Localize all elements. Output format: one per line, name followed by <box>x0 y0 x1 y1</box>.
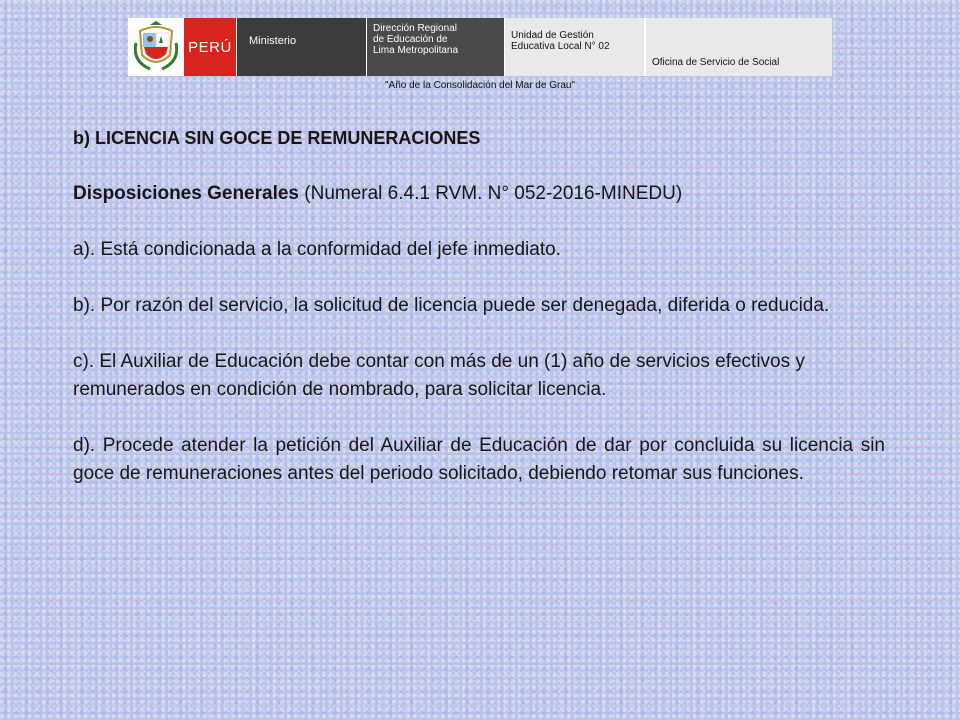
item-c: c). El Auxiliar de Educación debe contar con más de un (1) año de servicios efectivos y remunerados en condición de nombrado, para solicitar licencia. <box>73 351 805 400</box>
item-b: b). Por razón del servicio, la solicitud de licencia puede ser denegada, diferida o reducida. <box>73 295 830 316</box>
dre-line-2: de Educación de <box>373 34 448 45</box>
coat-of-arms-icon <box>128 18 184 76</box>
dre-label <box>366 18 504 76</box>
disposiciones-reference: (Numeral 6.4.1 RVM. N° 052-2016-MINEDU) <box>299 183 683 204</box>
document-body <box>73 124 885 516</box>
disposiciones-line <box>73 180 885 208</box>
oficina-label: Oficina de Servicio de Social <box>644 18 832 76</box>
dre-line-3: Lima Metropolitana <box>373 45 459 56</box>
ugel-line-1: Unidad de Gestión <box>511 30 594 41</box>
disposiciones-heading: Disposiciones Generales <box>73 183 299 204</box>
year-motto: "Año de la Consolidación del Mar de Grau" <box>385 80 575 91</box>
item-d: d). Procede atender la petición del Auxiliar de Educación de dar por concluida su licencia sin goce de remuneraciones antes del periodo solicitado, debiendo retomar sus funciones. <box>73 435 885 484</box>
item-a: a). Está condicionada a la conformidad del jefe inmediato. <box>73 239 561 260</box>
ministerio-label: Ministerio <box>236 18 366 76</box>
ugel-label <box>504 18 644 76</box>
dre-line-1: Dirección Regional <box>373 23 457 34</box>
section-title: b) LICENCIA SIN GOCE DE REMUNERACIONES <box>73 128 481 148</box>
ugel-line-2: Educativa Local N° 02 <box>511 41 610 52</box>
institution-header <box>128 18 832 76</box>
peru-label: PERÚ <box>184 18 236 76</box>
